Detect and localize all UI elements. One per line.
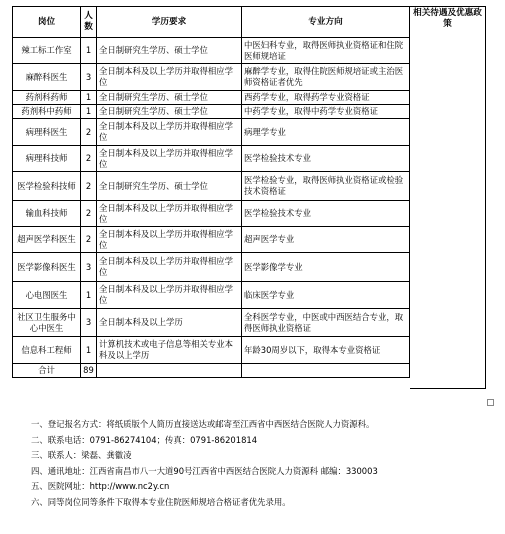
position-cell: 医学影像科医生 [13, 253, 81, 282]
position-cell: 麻醉科医生 [13, 64, 81, 91]
total-row [13, 364, 410, 378]
position-cell: 社区卫生服务中心中医生 [13, 309, 81, 337]
major-cell: 临床医学专业 [242, 282, 410, 309]
education-cell: 全日制本科及以上学历并取得相应学位 [97, 64, 242, 91]
table-row [13, 201, 410, 227]
table-row [13, 227, 410, 253]
education-cell: 全日制本科及以上学历并取得相应学位 [97, 227, 242, 253]
note-item: 三、联系人：梁磊、龚徽凌 [31, 450, 132, 460]
position-cell: 输血科技师 [13, 201, 81, 227]
header-education: 学历要求 [97, 7, 242, 38]
count-cell: 2 [81, 227, 97, 253]
total-count: 89 [81, 364, 97, 378]
position-cell: 药剂科药师 [13, 91, 81, 105]
table-row [13, 64, 410, 91]
education-cell: 全日制研究生学历、硕士学位 [97, 91, 242, 105]
empty-cell [97, 364, 242, 378]
major-cell: 医学检验技术专业 [242, 146, 410, 172]
major-cell: 中药学专业，取得中药学专业资格证 [242, 105, 410, 119]
major-cell: 病理学专业 [242, 119, 410, 146]
table-row [13, 282, 410, 309]
header-major: 专业方向 [242, 7, 410, 38]
table-row [13, 146, 410, 172]
position-cell: 信息科工程师 [13, 337, 81, 364]
education-cell: 全日制研究生学历、硕士学位 [97, 38, 242, 64]
policy-column [410, 6, 486, 389]
table-row [13, 105, 410, 119]
major-cell: 超声医学专业 [242, 227, 410, 253]
position-cell: 辣工标工作室 [13, 38, 81, 64]
major-cell: 中医妇科专业，取得医师执业资格证和住院医师规培证 [242, 38, 410, 64]
note-item: 二、联系电话：0791-86274104；传真：0791-86201814 [31, 434, 258, 445]
count-cell: 1 [81, 282, 97, 309]
major-cell: 医学检验技术专业 [242, 201, 410, 227]
note-item: 一、登记报名方式：将纸质版个人简历直接送达或邮寄至江西省中西医结合医院人力资源科。 [31, 419, 375, 429]
major-cell: 医学影像学专业 [242, 253, 410, 282]
major-cell: 西药学专业，取得药学专业资格证 [242, 91, 410, 105]
count-cell: 2 [81, 119, 97, 146]
count-cell: 3 [81, 64, 97, 91]
major-cell: 医学检验专业，取得医师执业资格证或检验技术资格证 [242, 172, 410, 201]
table-row [13, 38, 410, 64]
notes-section [31, 417, 491, 510]
count-cell: 1 [81, 91, 97, 105]
table-resize-handle[interactable] [487, 399, 494, 406]
note-item: 四、通讯地址：江西省南昌市八一大道90号江西省中西医结合医院人力资源科 邮编：330003 [31, 465, 378, 476]
count-cell: 1 [81, 38, 97, 64]
position-cell: 医学检验科技师 [13, 172, 81, 201]
recruitment-table [12, 6, 410, 378]
count-cell: 3 [81, 253, 97, 282]
note-item: 五、医院网址：http://www.nc2y.cn [31, 481, 170, 491]
education-cell: 全日制研究生学历、硕士学位 [97, 105, 242, 119]
position-cell: 超声医学科医生 [13, 227, 81, 253]
position-cell: 病理科技师 [13, 146, 81, 172]
table-row [13, 91, 410, 105]
count-cell: 2 [81, 172, 97, 201]
position-cell: 药剂科中药师 [13, 105, 81, 119]
count-cell: 3 [81, 309, 97, 337]
major-cell: 年龄30周岁以下，取得本专业资格证 [242, 337, 410, 364]
position-cell: 心电图医生 [13, 282, 81, 309]
table-row [13, 172, 410, 201]
count-cell: 1 [81, 337, 97, 364]
table-row [13, 309, 410, 337]
count-cell: 2 [81, 201, 97, 227]
empty-cell [242, 364, 410, 378]
total-label: 合计 [13, 364, 81, 378]
major-cell: 麻醉学专业，取得住院医师规培证或主治医师资格证者优先 [242, 64, 410, 91]
note-item: 六、同等岗位同等条件下取得本专业住院医师规培合格证者优先录用。 [31, 496, 291, 507]
header-position: 岗位 [13, 7, 81, 38]
position-cell: 病理科医生 [13, 119, 81, 146]
education-cell: 计算机技术或电子信息等相关专业本科及以上学历 [97, 337, 242, 364]
education-cell: 全日制本科及以上学历 [97, 309, 242, 337]
header-policy: 相关待遇及优惠政策 [413, 8, 482, 29]
table-row [13, 253, 410, 282]
education-cell: 全日制本科及以上学历并取得相应学位 [97, 282, 242, 309]
header-count: 人数 [81, 7, 97, 38]
education-cell: 全日制本科及以上学历并取得相应学位 [97, 253, 242, 282]
count-cell: 1 [81, 105, 97, 119]
education-cell: 全日制本科及以上学历并取得相应学位 [97, 201, 242, 227]
education-cell: 全日制研究生学历、硕士学位 [97, 172, 242, 201]
education-cell: 全日制本科及以上学历并取得相应学位 [97, 119, 242, 146]
count-cell: 2 [81, 146, 97, 172]
major-cell: 全科医学专业，中医或中西医结合专业，取得医师执业资格证 [242, 309, 410, 337]
table-row [13, 337, 410, 364]
table-row [13, 119, 410, 146]
education-cell: 全日制本科及以上学历并取得相应学位 [97, 146, 242, 172]
